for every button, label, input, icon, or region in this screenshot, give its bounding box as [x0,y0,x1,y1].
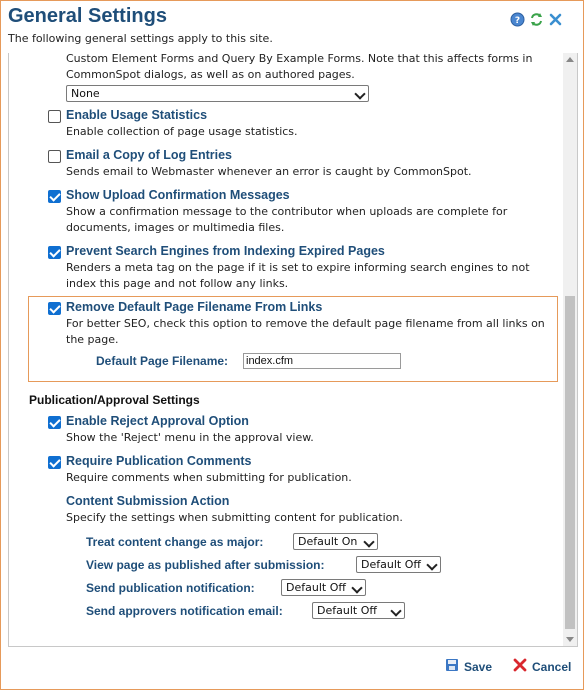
log-copy-checkbox[interactable] [48,150,61,163]
view-published-label: View page as published after submission: [86,558,325,572]
log-copy-label[interactable]: Email a Copy of Log Entries [66,148,232,162]
log-copy-desc: Sends email to Webmaster whenever an error is caught by CommonSpot. [66,165,472,178]
dialog-footer [1,649,583,689]
scrollbar-thumb[interactable] [565,296,575,629]
chevron-down-icon [426,559,437,570]
prevent-index-desc-line1: Renders a meta tag on the page if it is set to expire informing search engines to not [66,261,530,274]
treat-major-label: Treat content change as major: [86,535,264,549]
prevent-index-checkbox[interactable] [48,246,61,259]
vertical-scrollbar[interactable] [563,53,577,646]
remove-default-checkbox[interactable] [48,302,61,315]
chevron-down-icon [363,536,374,547]
remove-default-desc [66,316,545,348]
top-setting-select-value: None [71,87,100,100]
top-setting-desc [66,53,532,83]
dialog-title: General Settings [8,5,167,27]
save-button-label: Save [464,659,493,674]
cancel-x-icon [513,658,527,675]
upload-confirm-label[interactable]: Show Upload Confirmation Messages [66,188,290,202]
remove-default-desc-line1: For better SEO, check this option to remove the default page filename from all links on [66,317,545,330]
usage-stats-label[interactable]: Enable Usage Statistics [66,108,208,122]
cancel-button-label: Cancel [532,659,572,674]
prevent-index-desc [66,260,530,292]
settings-scroll-area [9,53,562,646]
reject-option-label[interactable]: Enable Reject Approval Option [66,414,249,428]
save-button[interactable] [445,658,492,675]
svg-text:?: ? [514,16,521,26]
reject-option-checkbox[interactable] [48,416,61,429]
remove-default-label[interactable]: Remove Default Page Filename From Links [66,300,323,314]
approvers-email-select[interactable] [312,602,405,619]
usage-stats-checkbox[interactable] [48,110,61,123]
dialog-header [1,1,583,49]
top-setting-desc-line1: Custom Element Forms and Query By Example Forms. Note that this affects forms in [66,53,533,65]
default-filename-input[interactable] [243,353,401,369]
chevron-down-icon [351,582,362,593]
treat-major-select[interactable] [293,533,378,550]
usage-stats-desc: Enable collection of page usage statistics. [66,125,298,138]
prevent-index-desc-line2: index this page and not follow any links. [66,277,289,290]
refresh-icon[interactable] [529,12,544,27]
upload-confirm-desc [66,204,507,236]
top-setting-select[interactable] [66,85,369,102]
publication-notification-label: Send publication notification: [86,581,255,595]
help-icon[interactable] [510,12,525,27]
reject-option-desc: Show the 'Reject' menu in the approval view. [66,431,314,444]
publication-comments-label[interactable]: Require Publication Comments [66,454,252,468]
chevron-down-icon [390,605,401,616]
close-icon[interactable] [548,12,563,27]
approvers-email-select-value: Default Off [317,604,377,617]
save-icon [445,658,459,675]
upload-confirm-desc-line2: documents, images or multimedia files. [66,221,285,234]
approvers-email-label: Send approvers notification email: [86,604,283,618]
publication-section-header: Publication/Approval Settings [29,393,200,407]
prevent-index-label[interactable]: Prevent Search Engines from Indexing Expired Pages [66,244,385,258]
chevron-down-icon [354,88,365,99]
scroll-down-icon[interactable] [566,637,574,642]
upload-confirm-checkbox[interactable] [48,190,61,203]
publication-comments-desc: Require comments when submitting for publication. [66,471,352,484]
scroll-up-icon[interactable] [566,57,574,62]
content-submission-desc: Specify the settings when submitting content for publication. [66,511,403,524]
publication-notification-select[interactable] [281,579,366,596]
upload-confirm-desc-line1: Show a confirmation message to the contributor when uploads are complete for [66,205,508,218]
treat-major-select-value: Default On [298,535,358,548]
header-icons [510,12,563,27]
cancel-button[interactable] [513,658,571,675]
dialog-subtitle: The following general settings apply to this site. [8,32,273,45]
publication-notification-select-value: Default Off [286,581,346,594]
publication-comments-checkbox[interactable] [48,456,61,469]
settings-panel [8,53,578,647]
view-published-select[interactable] [356,556,441,573]
view-published-select-value: Default Off [361,558,421,571]
default-filename-label: Default Page Filename: [96,354,229,368]
content-submission-label: Content Submission Action [66,494,230,508]
remove-default-desc-line2: the page. [66,333,119,346]
top-setting-desc-line2: CommonSpot dialogs, as well as on authored pages. [66,68,355,81]
